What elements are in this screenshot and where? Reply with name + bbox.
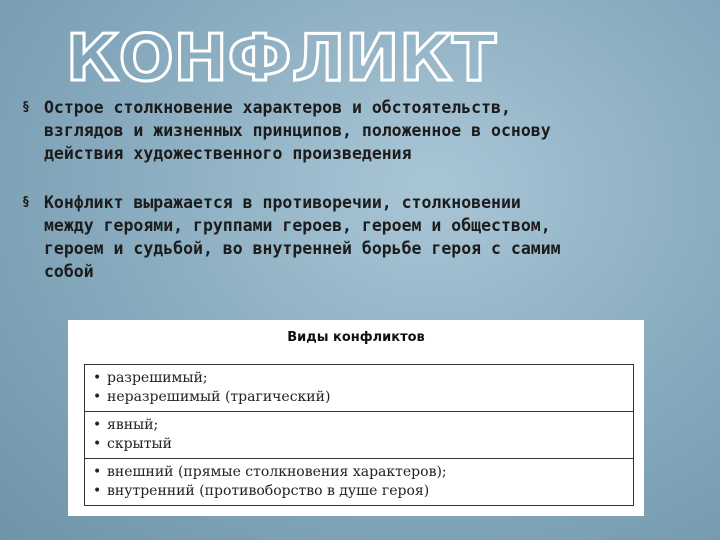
- bullet-list: [22, 96, 712, 309]
- square-bullet-icon: §: [22, 195, 30, 210]
- slide-title-graphic: [62, 22, 502, 92]
- bullet-line: между героями, группами героев, героем и обществом,: [44, 216, 551, 235]
- bullet-definition: [22, 96, 712, 165]
- bullet-line: героем и судьбой, во внутренней борьбе героя с самим: [44, 239, 561, 258]
- list-item-text: разрешимый;: [107, 370, 208, 386]
- list-item: [93, 482, 627, 501]
- list-item-text: неразрешимый (трагический): [107, 389, 331, 405]
- list-item-text: явный;: [107, 417, 159, 433]
- list-item: [93, 463, 627, 482]
- bullet-line: Конфликт выражается в противоречии, столкновении: [44, 193, 521, 212]
- dot-bullet-icon: •: [93, 417, 102, 433]
- dot-bullet-icon: •: [93, 436, 102, 452]
- dot-bullet-icon: •: [93, 389, 102, 405]
- table-row: [85, 412, 633, 459]
- list-item: [93, 416, 627, 435]
- slide-title: [62, 22, 502, 92]
- dot-bullet-icon: •: [93, 464, 102, 480]
- bullet-line: собой: [44, 262, 94, 281]
- square-bullet-icon: §: [22, 100, 30, 115]
- dot-bullet-icon: •: [93, 370, 102, 386]
- bullet-line: действия художественного произведения: [44, 144, 412, 163]
- dot-bullet-icon: •: [93, 483, 102, 499]
- list-item: [93, 435, 627, 454]
- list-item: [93, 388, 627, 407]
- list-item-text: скрытый: [107, 436, 172, 452]
- slide-title-text: КОНФЛИКТ: [66, 22, 497, 92]
- list-item-text: внешний (прямые столкновения характеров);: [107, 464, 447, 480]
- list-item: [93, 369, 627, 388]
- bullet-line: Острое столкновение характеров и обстоятельств,: [44, 98, 511, 117]
- list-item-text: внутренний (противоборство в душе героя): [107, 483, 430, 499]
- bullet-line: взглядов и жизненных принципов, положенное в основу: [44, 121, 551, 140]
- table-title: Виды конфликтов: [287, 330, 425, 345]
- bullet-expression: [22, 191, 712, 283]
- table-body: [84, 364, 634, 506]
- conflict-types-table: [68, 320, 644, 516]
- table-row: [85, 365, 633, 412]
- table-row: [85, 459, 633, 505]
